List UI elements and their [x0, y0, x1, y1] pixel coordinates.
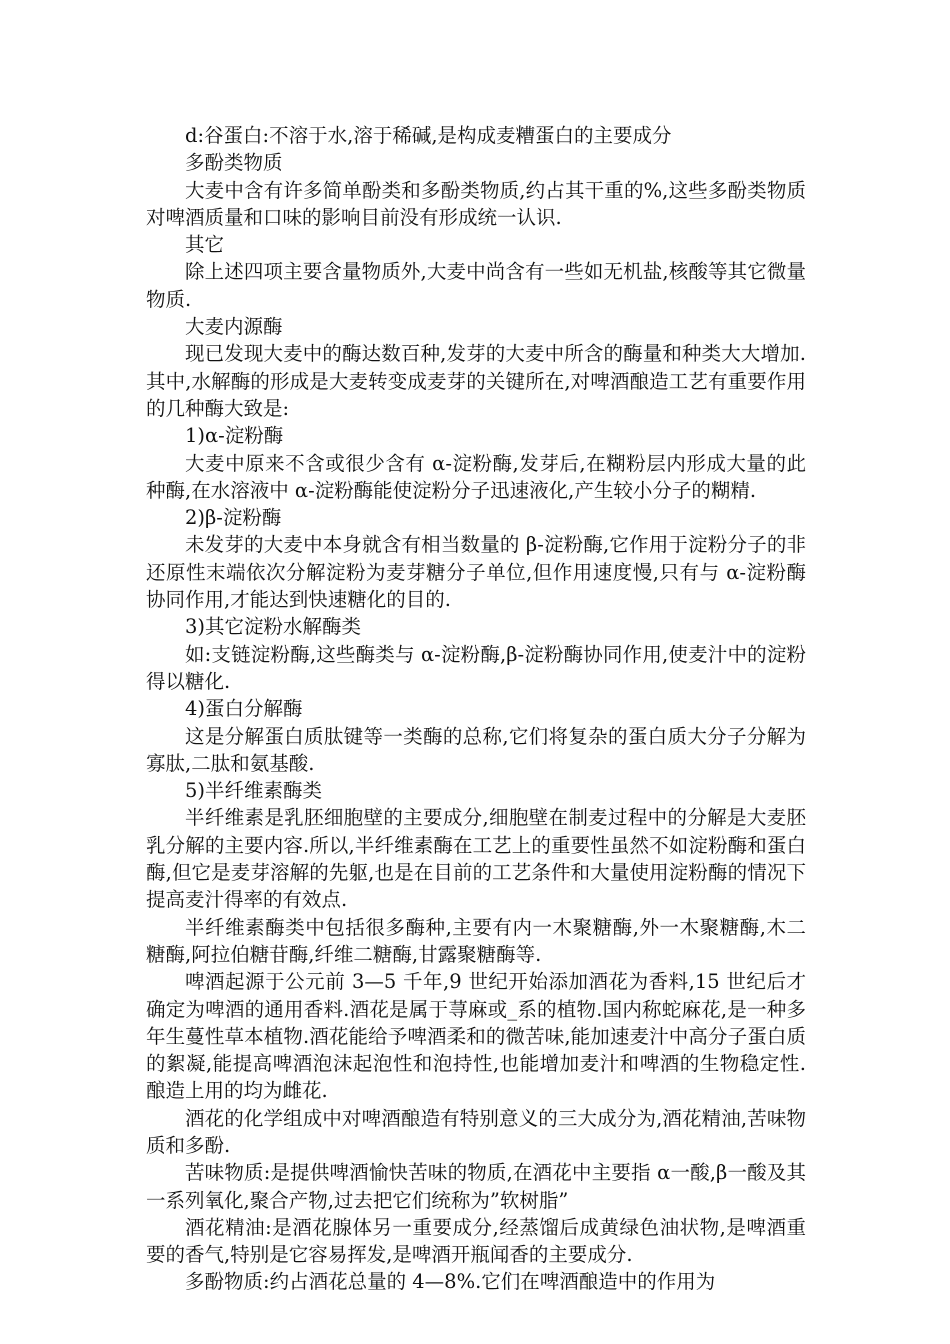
paragraph-bitter-substances: 苦味物质:是提供啤酒愉快苦味的物质,在酒花中主要指 α一酸,β一酸及其一系列氧化,聚合产物,过去把它们统称为”软树脂” [146, 1161, 806, 1212]
paragraph-others: 除上述四项主要含量物质外,大麦中尚含有一些如无机盐,核酸等其它微量物质. [146, 260, 806, 311]
paragraph-alpha-amylase: 大麦中原来不含或很少含有 α-淀粉酶,发芽后,在糊粉层内形成大量的此种酶,在水溶液中 α-淀粉酶能使淀粉分子迅速液化,产生较小分子的糊精. [146, 451, 806, 502]
paragraph-hop-oil: 酒花精油:是酒花腺体另一重要成分,经蒸馏后成黄绿色油状物,是啤酒重要的香气,特别是它容易挥发,是啤酒开瓶闻香的主要成分. [146, 1215, 806, 1267]
paragraph-polyphenol-substances: 多酚物质:约占酒花总量的 4—8%.它们在啤酒酿造中的作用为 [185, 1270, 716, 1294]
heading-protease: 4)蛋白分解酶 [185, 697, 303, 721]
heading-beta-amylase: 2)β-淀粉酶 [185, 506, 282, 530]
paragraph-protease: 这是分解蛋白质肽键等一类酶的总称,它们将复杂的蛋白质大分子分解为寡肽,二肽和氨基酸. [146, 724, 806, 775]
paragraph-other-starch-enzymes: 如:支链淀粉酶,这些酶类与 α-淀粉酶,β-淀粉酶协同作用,使麦汁中的淀粉得以糖化. [146, 642, 806, 693]
paragraph-endogenous-enzymes: 现已发现大麦中的酶达数百种,发芽的大麦中所含的酶量和种类大大增加.其中,水解酶的形成是大麦转变成麦芽的关键所在,对啤酒酿造工艺有重要作用的几种酶大致是: [146, 342, 806, 420]
paragraph-hops-composition: 酒花的化学组成中对啤酒酿造有特别意义的三大成分为,酒花精油,苦味物质和多酚. [146, 1106, 806, 1157]
document-page [146, 122, 806, 1296]
heading-endogenous-enzymes: 大麦内源酶 [185, 315, 283, 339]
heading-polyphenols: 多酚类物质 [185, 151, 283, 175]
heading-hemicellulase: 5)半纤维素酶类 [185, 779, 323, 803]
heading-alpha-amylase: 1)α-淀粉酶 [185, 424, 284, 448]
paragraph-polyphenols: 大麦中含有许多简单酚类和多酚类物质,约占其干重的%,这些多酚类物质对啤酒质量和口味的影响目前没有形成统一认识. [146, 178, 806, 229]
heading-others: 其它 [185, 233, 225, 257]
paragraph-hemicellulase: 半纤维素是乳胚细胞壁的主要成分,细胞壁在制麦过程中的分解是大麦胚乳分解的主要内容.所以,半纤维素酶在工艺上的重要性虽然不如淀粉酶和蛋白酶,但它是麦芽溶解的先躯,也是在目前的工艺条件和大量使用淀粉酶的情况下提高麦汁得率的有效点. [146, 806, 806, 912]
heading-other-starch-enzymes: 3)其它淀粉水解酶类 [185, 615, 362, 639]
paragraph-hemicellulase-types: 半纤维素酶类中包括很多酶种,主要有内一木聚糖酶,外一木聚糖酶,木二糖酶,阿拉伯糖苷酶,纤维二糖酶,甘露聚糖酶等. [146, 915, 806, 966]
paragraph-beta-amylase: 未发芽的大麦中本身就含有相当数量的 β-淀粉酶,它作用于淀粉分子的非还原性末端依次分解淀粉为麦芽糖分子单位,但作用速度慢,只有与 α-淀粉酶协同作用,才能达到快速糖化的目的. [146, 533, 806, 612]
paragraph-glutelin: d:谷蛋白:不溶于水,溶于稀碱,是构成麦糟蛋白的主要成分 [185, 124, 672, 147]
paragraph-hops-origin: 啤酒起源于公元前 3—5 千年,9 世纪开始添加酒花为香料,15 世纪后才确定为啤酒的通用香料.酒花是属于荨麻或_系的植物.国内称蛇麻花,是一种多年生蔓性草本植物.酒花能给予啤酒柔和的微苦味,能加速麦汁中高分子蛋白质的絮凝,能提高啤酒泡沫起泡性和泡持性,也能增加麦汁和啤酒的生物稳定性.酿造上用的均为雌花. [146, 970, 806, 1103]
